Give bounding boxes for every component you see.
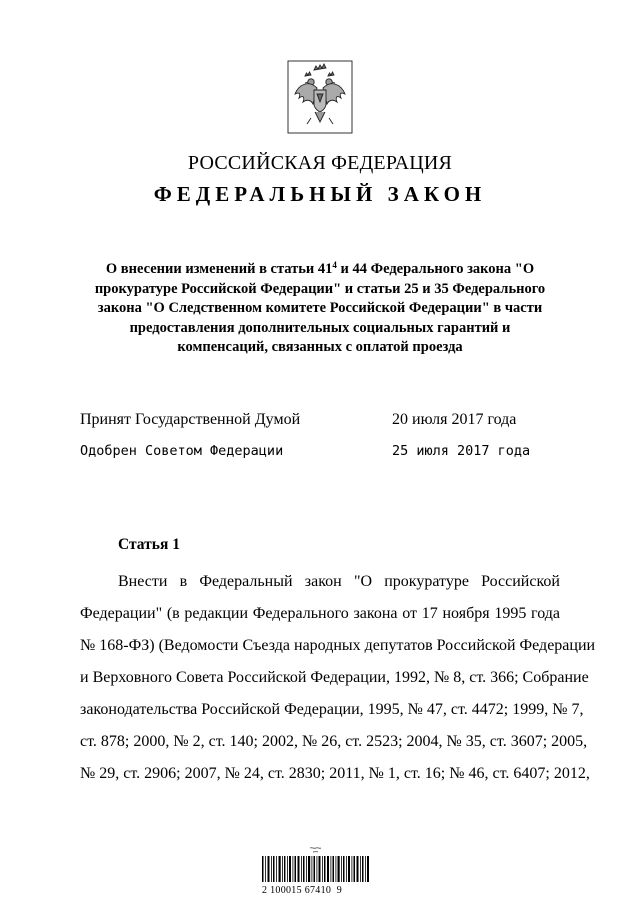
approved-by-council-label: Одобрен Советом Федерации [80, 443, 284, 459]
article-line: и Верховного Совета Российской Федерации, 1992, № 8, ст. 366; Собрание [80, 669, 589, 686]
adopted-by-duma-date: 20 июля 2017 года [392, 411, 517, 428]
law-title-part2: и 44 Федерального закона "О прокуратуре Российской Федерации" и статьи 25 и 35 Федерального закона "О Следственном комитете Российской Федерации" в части предоставления дополнительных социальных гарантий и компенсаций, связанных с оплатой проезда [94, 261, 546, 355]
article-line: законодательства Российской Федерации, 1995, № 47, ст. 4472; 1999, № 7, [80, 701, 584, 718]
country-name: РОССИЙСКАЯ ФЕДЕРАЦИЯ [187, 152, 453, 174]
article-body [80, 566, 596, 790]
article-line: ст. 878; 2000, № 2, ст. 140; 2002, № 26, ст. 2523; 2004, № 35, ст. 3607; 2005, [80, 733, 588, 750]
law-title [90, 260, 550, 358]
document-type-heading: ФЕДЕРАЛЬНЫЙ ЗАКОН [153, 182, 487, 206]
law-title-part1: О внесении изменений в статьи 41 [105, 261, 333, 277]
article-line: № 168-ФЗ) (Ведомости Съезда народных депутатов Российской Федерации [80, 637, 596, 654]
approved-by-council-date: 25 июля 2017 года [392, 443, 531, 459]
adopted-by-duma-label: Принят Государственной Думой [80, 411, 301, 428]
barcode-number: 2 100015 67410 9 [262, 885, 343, 896]
law-title-superscript: 4 [332, 260, 337, 270]
article-line: Внести в Федеральный закон "О прокуратуре Российской [118, 573, 560, 590]
article-line: № 29, ст. 2906; 2007, № 24, ст. 2830; 2011, № 1, ст. 16; № 46, ст. 6407; 2012, [80, 765, 590, 782]
coat-of-arms-icon [287, 60, 353, 134]
article-heading: Статья 1 [118, 536, 180, 553]
article-line: Федерации" (в редакции Федерального закона от 17 ноября 1995 года [80, 605, 560, 622]
